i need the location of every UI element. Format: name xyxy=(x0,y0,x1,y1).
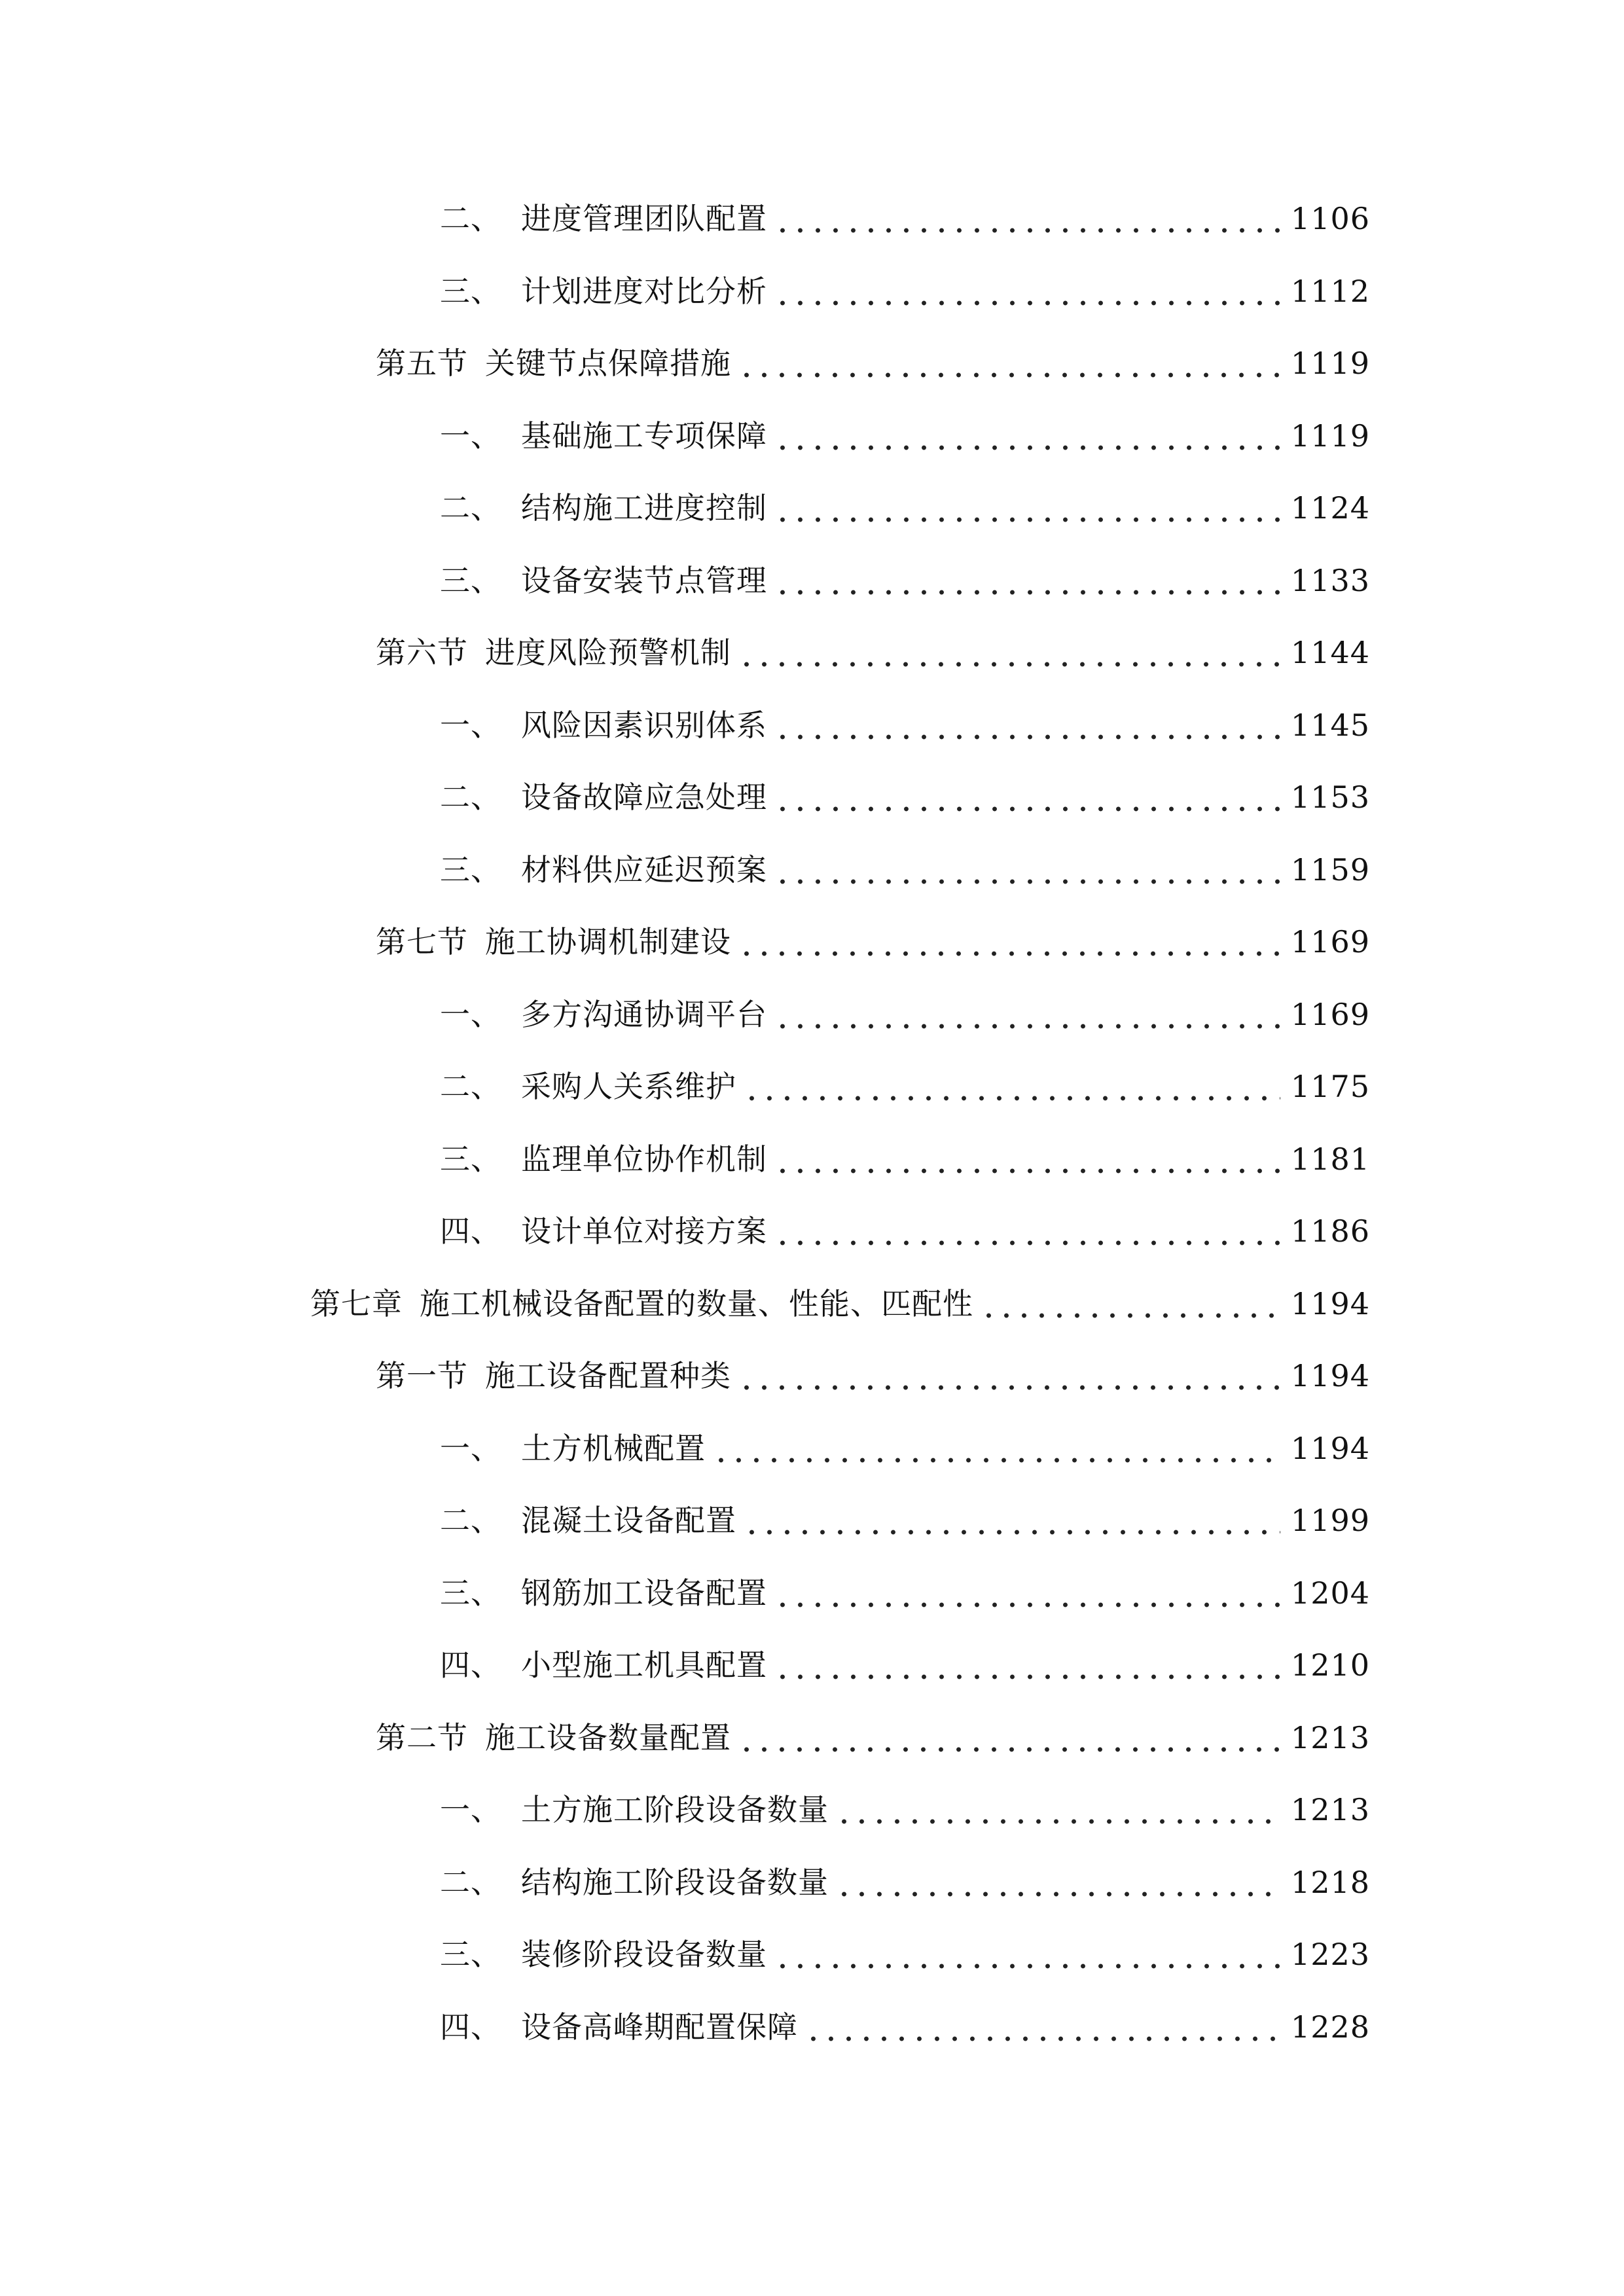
toc-entry[interactable] xyxy=(310,1280,1370,1327)
dot-leader xyxy=(774,846,1280,893)
toc-page-number: 1213 xyxy=(1290,1792,1370,1827)
toc-entry-title: 进度风险预警机制 xyxy=(485,635,731,670)
dot-leader xyxy=(774,268,1280,315)
toc-page-number: 1145 xyxy=(1290,707,1370,743)
toc-entry-title: 施工机械设备配置的数量、性能、匹配性 xyxy=(420,1285,973,1321)
toc-entry-number: 二、 xyxy=(440,1069,501,1104)
toc-page-number: 1181 xyxy=(1290,1141,1370,1177)
toc-entry-number: 三、 xyxy=(440,852,501,888)
toc-entry-number: 四、 xyxy=(440,1647,501,1683)
toc-entry[interactable] xyxy=(440,195,1370,242)
toc-page-number: 1223 xyxy=(1290,1937,1370,1972)
toc-entry-label xyxy=(440,484,767,531)
toc-entry-title: 装修阶段设备数量 xyxy=(521,1937,767,1972)
toc-page-number: 1124 xyxy=(1290,490,1370,526)
toc-entry-label xyxy=(440,412,767,459)
toc-entry-label xyxy=(440,1063,736,1110)
toc-entry-title: 结构施工进度控制 xyxy=(521,490,767,526)
toc-entry-title: 监理单位协作机制 xyxy=(521,1141,767,1177)
toc-entry-number: 一、 xyxy=(440,707,501,743)
toc-entry[interactable] xyxy=(440,1425,1370,1472)
toc-entry-label xyxy=(440,557,767,604)
toc-entry-number: 第一节 xyxy=(376,1358,468,1393)
dot-leader xyxy=(774,557,1280,604)
toc-entry-title: 多方沟通协调平台 xyxy=(521,996,767,1032)
toc-entry-title: 施工协调机制建设 xyxy=(485,924,731,960)
toc-entry-number: 三、 xyxy=(440,1575,501,1611)
dot-leader xyxy=(774,1136,1280,1183)
toc-page-number: 1153 xyxy=(1290,780,1370,815)
dot-leader xyxy=(738,340,1280,387)
dot-leader xyxy=(738,1714,1280,1761)
toc-page-number: 1194 xyxy=(1290,1285,1370,1321)
toc-entry-label xyxy=(440,195,767,242)
toc-entry-title: 钢筋加工设备配置 xyxy=(521,1575,767,1611)
dot-leader xyxy=(712,1425,1280,1472)
toc-entry-label xyxy=(440,2003,798,2051)
toc-entry-number: 三、 xyxy=(440,1937,501,1972)
toc-entry[interactable] xyxy=(440,774,1370,821)
toc-entry-number: 一、 xyxy=(440,1430,501,1466)
toc-entry-number: 第二节 xyxy=(376,1719,468,1755)
toc-entry-title: 设备故障应急处理 xyxy=(521,780,767,815)
toc-page-number: 1169 xyxy=(1290,996,1370,1032)
toc-entry[interactable] xyxy=(440,1641,1370,1689)
toc-entry-label xyxy=(310,1280,973,1327)
toc-entry-number: 三、 xyxy=(440,273,501,309)
toc-entry-number: 一、 xyxy=(440,418,501,454)
toc-entry-title: 进度管理团队配置 xyxy=(521,201,767,236)
toc-entry-label xyxy=(440,846,767,893)
toc-page-number: 1228 xyxy=(1290,2009,1370,2045)
dot-leader xyxy=(980,1280,1280,1327)
toc-entry-number: 二、 xyxy=(440,780,501,815)
toc-entry-number: 二、 xyxy=(440,1864,501,1900)
dot-leader xyxy=(738,629,1280,676)
toc-entry-label xyxy=(440,991,767,1038)
toc-entry-number: 二、 xyxy=(440,201,501,236)
toc-entry-title: 混凝土设备配置 xyxy=(521,1503,736,1538)
toc-entry[interactable] xyxy=(440,702,1370,749)
toc-entry-label xyxy=(376,1352,731,1399)
toc-entry[interactable] xyxy=(440,1136,1370,1183)
toc-page-number: 1119 xyxy=(1290,418,1370,454)
toc-entry-title: 土方机械配置 xyxy=(521,1430,706,1466)
toc-entry[interactable] xyxy=(440,1208,1370,1255)
toc-entry-label xyxy=(376,1714,731,1761)
toc-entry-number: 第七章 xyxy=(310,1285,403,1321)
toc-entry-title: 计划进度对比分析 xyxy=(521,273,767,309)
dot-leader xyxy=(774,1208,1280,1255)
toc-entry-title: 关键节点保障措施 xyxy=(485,346,731,381)
toc-entry-label xyxy=(440,1931,767,1978)
dot-leader xyxy=(774,1570,1280,1617)
toc-entry-label xyxy=(376,918,731,965)
toc-entry[interactable] xyxy=(440,412,1370,459)
dot-leader xyxy=(738,918,1280,965)
toc-entry[interactable] xyxy=(376,1352,1370,1399)
dot-leader xyxy=(743,1063,1280,1110)
dot-leader xyxy=(774,412,1280,459)
toc-entry[interactable] xyxy=(440,484,1370,531)
toc-entry-title: 设计单位对接方案 xyxy=(521,1213,767,1249)
toc-entry-label xyxy=(440,1208,767,1255)
toc-page-number: 1112 xyxy=(1290,273,1370,309)
toc-page-number: 1194 xyxy=(1290,1430,1370,1466)
dot-leader xyxy=(774,195,1280,242)
toc-entry[interactable] xyxy=(440,1497,1370,1544)
toc-entry[interactable] xyxy=(440,1570,1370,1617)
toc-entry-label xyxy=(440,1859,829,1906)
toc-entry-label xyxy=(376,629,731,676)
toc-entry-label xyxy=(440,268,767,315)
toc-entry-title: 设备高峰期配置保障 xyxy=(521,2009,798,2045)
toc-entry-label xyxy=(440,774,767,821)
toc-entry-title: 结构施工阶段设备数量 xyxy=(521,1864,829,1900)
toc-entry-label xyxy=(440,1570,767,1617)
toc-page-number: 1175 xyxy=(1290,1069,1370,1104)
toc-entry[interactable] xyxy=(376,340,1370,387)
toc-entry-title: 施工设备配置种类 xyxy=(485,1358,731,1393)
toc-entry[interactable] xyxy=(440,2003,1370,2051)
toc-entry[interactable] xyxy=(440,1786,1370,1833)
toc-page-number: 1204 xyxy=(1290,1575,1370,1611)
toc-entry-label xyxy=(440,1425,706,1472)
toc-page-number: 1144 xyxy=(1290,635,1370,670)
toc-entry-title: 采购人关系维护 xyxy=(521,1069,736,1104)
toc-entry[interactable] xyxy=(440,1931,1370,1978)
toc-entry-title: 基础施工专项保障 xyxy=(521,418,767,454)
toc-entry-title: 材料供应延迟预案 xyxy=(521,852,767,888)
toc-entry-title: 设备安装节点管理 xyxy=(521,562,767,598)
toc-page-number: 1213 xyxy=(1290,1719,1370,1755)
toc-entry-label xyxy=(440,1136,767,1183)
toc-page-number: 1186 xyxy=(1290,1213,1370,1249)
toc-entry[interactable] xyxy=(376,918,1370,965)
toc-entry[interactable] xyxy=(376,1714,1370,1761)
toc-entry-number: 一、 xyxy=(440,996,501,1032)
dot-leader xyxy=(743,1497,1280,1544)
toc-entry-number: 三、 xyxy=(440,562,501,598)
toc-page-number: 1159 xyxy=(1290,852,1370,888)
dot-leader xyxy=(774,774,1280,821)
toc-entry-number: 二、 xyxy=(440,1503,501,1538)
dot-leader xyxy=(835,1859,1280,1906)
toc-page-number: 1199 xyxy=(1290,1503,1370,1538)
toc-page-number: 1119 xyxy=(1290,346,1370,381)
toc-entry[interactable] xyxy=(440,991,1370,1038)
toc-entry[interactable] xyxy=(440,1859,1370,1906)
toc-entry-number: 四、 xyxy=(440,1213,501,1249)
toc-entry-label xyxy=(376,340,731,387)
dot-leader xyxy=(738,1352,1280,1399)
toc-entry[interactable] xyxy=(440,846,1370,893)
toc-page-number: 1133 xyxy=(1290,562,1370,598)
toc-entry-title: 土方施工阶段设备数量 xyxy=(521,1792,829,1827)
toc-entry[interactable] xyxy=(440,1063,1370,1110)
toc-entry-label xyxy=(440,702,767,749)
toc-entry-number: 一、 xyxy=(440,1792,501,1827)
toc-entry-number: 二、 xyxy=(440,490,501,526)
toc-entry-label xyxy=(440,1497,736,1544)
toc-entry-number: 三、 xyxy=(440,1141,501,1177)
dot-leader xyxy=(774,1641,1280,1689)
toc-page-number: 1210 xyxy=(1290,1647,1370,1683)
dot-leader xyxy=(774,1931,1280,1978)
toc-entry-title: 施工设备数量配置 xyxy=(485,1719,731,1755)
dot-leader xyxy=(835,1786,1280,1833)
toc-entry-number: 第七节 xyxy=(376,924,468,960)
toc-page-number: 1169 xyxy=(1290,924,1370,960)
toc-entry-number: 四、 xyxy=(440,2009,501,2045)
toc-page-number: 1106 xyxy=(1290,201,1370,236)
dot-leader xyxy=(774,991,1280,1038)
dot-leader xyxy=(774,484,1280,531)
toc-entry-number: 第六节 xyxy=(376,635,468,670)
toc-entry[interactable] xyxy=(440,557,1370,604)
dot-leader xyxy=(804,2003,1280,2051)
toc-entry-number: 第五节 xyxy=(376,346,468,381)
toc-entry-title: 风险因素识别体系 xyxy=(521,707,767,743)
toc-entry-label xyxy=(440,1641,767,1689)
toc-entry[interactable] xyxy=(440,268,1370,315)
toc-page-number: 1218 xyxy=(1290,1864,1370,1900)
toc-page-number: 1194 xyxy=(1290,1358,1370,1393)
toc-entry[interactable] xyxy=(376,629,1370,676)
toc-entry-title: 小型施工机具配置 xyxy=(521,1647,767,1683)
dot-leader xyxy=(774,702,1280,749)
toc-entry-label xyxy=(440,1786,829,1833)
